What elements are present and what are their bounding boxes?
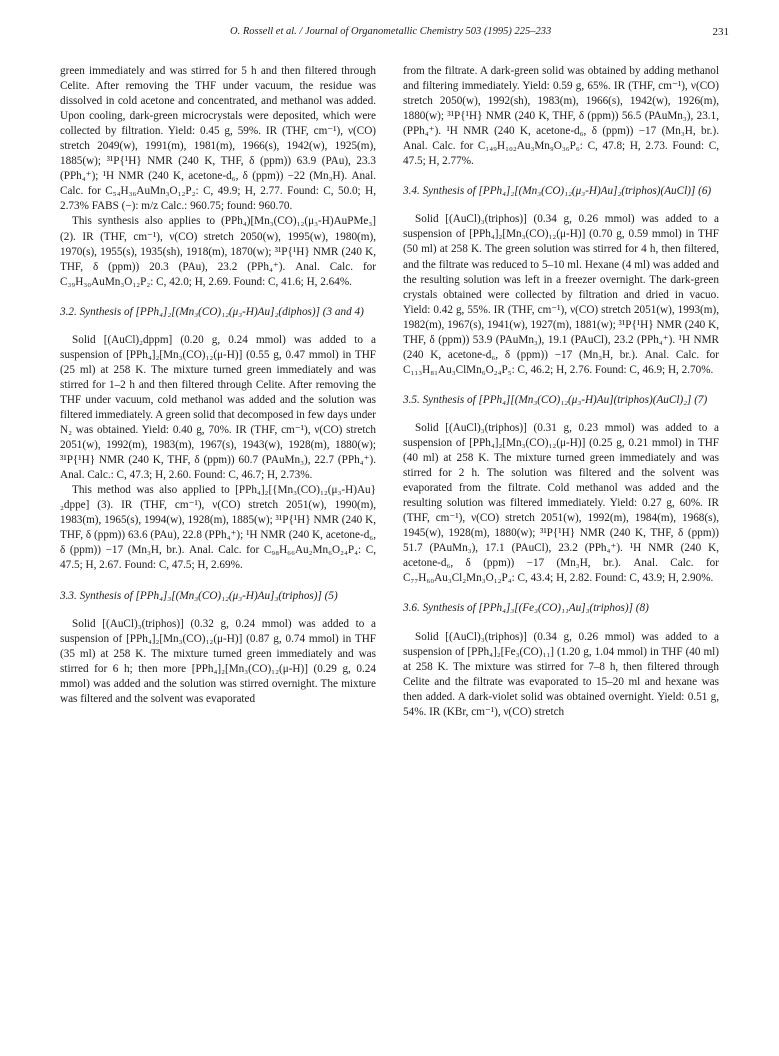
paragraph: This method was also applied to [PPh₄]₂[{Mn₃(CO)₁₂(μ₃-H)Au}₂dppe] (3). IR (THF, cm⁻¹), ν(CO) stretch 2051(w), 1990(m), 1983(m), 1965(s), 1994(w), 1928(m), 1885(w); ³¹P{¹H} NMR (240 K, THF, δ (ppm)) 63.6 (PAu), 22.8 (PPh₄⁺); ¹H NMR (240 K, acetone-d₆, δ (ppm)) −17 (Mn₃H, br.). Anal. Calc. for C₉₈H₆₆Au₂Mn₆O₂₄P₄: C, 47.5; H, 2.67. Found: C, 47.5; H, 2.69%. [60, 484, 376, 572]
section-heading-3-3: 3.3. Synthesis of [PPh₄]₃[(Mn₃(CO)₁₂(μ₃-H)Au]₃(triphos)] (5) [60, 589, 338, 602]
section-heading-3-6: 3.6. Synthesis of [PPh₄]₃[(Fe₃(CO)₁₁Au]₃(triphos)] (8) [403, 602, 649, 615]
left-column [60, 64, 376, 707]
right-column [403, 64, 719, 720]
paragraph: Solid [(AuCl)₂dppm] (0.20 g, 0.24 mmol) was added to a suspension of [PPh₄]₂[Mn₃(CO)₁₂(μ-H)] (0.55 g, 0.47 mmol) in THF (25 ml) at 258 K. The mixture turned green immediately and was stirred for 1–2 h and then filtered through Celite. After removing the THF under vacuum, cold methanol was added and the solution was filtered immediately. A green solid that decomposed in few days under N₂ was obtained. Yield: 0.40 g, 70%. IR (THF, cm⁻¹), ν(CO) stretch 2051(w), 1992(m), 1983(m), 1967(s), 1943(w), 1928(m), 1880(w); ³¹P{¹H} NMR (240 K, THF, δ (ppm)) 60.7 (PAuMn₃), 22.7 (PPh₄⁺). Anal. Calc.: C, 47.3; H, 2.60. Found: C, 46.7; H, 2.73%. [60, 333, 376, 482]
section-heading-3-5: 3.5. Synthesis of [PPh₄][(Mn₃(CO)₁₂(μ₃-H)Au](triphos)(AuCl)₂] (7) [403, 393, 708, 406]
running-title: O. Rossell et al. / Journal of Organometallic Chemistry 503 (1995) 225–233 [230, 26, 552, 37]
section-heading-3-2: 3.2. Synthesis of [PPh₄]₂[(Mn₃(CO)₁₂(μ₃-H)Au]₂(diphos)] (3 and 4) [60, 305, 364, 318]
paragraph: from the filtrate. A dark-green solid was obtained by adding methanol and filtering immediately. Yield: 0.59 g, 65%. IR (THF, cm⁻¹), ν(CO) stretch 2050(w), 1992(sh), 1983(m), 1966(s), 1942(w), 1926(m), 1880(w); ³¹P{¹H} NMR (240 K, THF, δ (ppm)) 56.5 (PAuMn₃), 23.1, (PPh₄⁺). ¹H NMR (240 K, acetone-d₆, δ (ppm)) −17 (Mn₃H, br.). Anal. Calc. for C₁₄₉H₁₀₂Au₃Mn₉O₃₆P₆: C, 47.8; H, 2.73. Found: C, 47.5; H, 2.77%. [403, 65, 719, 168]
page-header [60, 26, 729, 46]
paragraph: This synthesis also applies to (PPh₄)[Mn₃(CO)₁₂(μ₃-H)AuPMe₃] (2). IR (THF, cm⁻¹), ν(CO) stretch 2050(w), 1995(w), 1980(m), 1970(s), 1955(s), 1935(sh), 1918(m), 1870(w); ³¹P{¹H} NMR (240 K, THF, δ (ppm)) 20.3 (PAu), 23.2 (PPh₄⁺). Anal. Calc. for C₃₉H₃₀AuMn₃O₁₂P₂: C, 42.0; H, 2.69. Found: C, 41.6; H, 2.64%. [60, 215, 376, 288]
paragraph: Solid [(AuCl)₃(triphos)] (0.31 g, 0.23 mmol) was added to a suspension of [PPh₄]₂[Mn₃(CO)₁₂(μ-H)] (0.25 g, 0.21 mmol) in THF (40 ml) at 258 K. The mixture turned green immediately and was stirred for 2 h. The solution was filtered and the solvent was evaporated from the filtrate. Cold methanol was added and the resulting solution was filtered immediately. Yield: 0.27 g, 60%. IR (THF, cm⁻¹), ν(CO) stretch 2051(w), 1992(m), 1984(m), 1968(s), 1945(w), 1928(m), 1880(w); ³¹P{¹H} NMR (240 K, THF, δ (ppm)) 51.7 (PAuMn₃), 17.1 (PAuCl), 23.2 (PPh₄⁺). ¹H NMR (240 K, acetone-d₆, δ (ppm)) −17 (Mn₃H, br.). Anal. Calc. for C₇₇H₆₀Au₃Cl₂Mn₃O₁₂P₄: C, 43.4; H, 2.82. Found: C, 43.9; H, 2.90%. [403, 421, 719, 585]
paragraph: Solid [(AuCl)₃(triphos)] (0.32 g, 0.24 mmol) was added to a suspension of [PPh₄]₂[Mn₃(CO)₁₂(μ-H)] (0.87 g, 0.74 mmol) in THF (35 ml) at 258 K. The mixture turned green immediately and was stirred for 6 h; then more [PPh₄]₂[Mn₃(CO)₁₂(μ-H)] (0.29 g, 0.24 mmol) was added and the solution was stirred overnight. The mixture was filtered and the solvent was evaporated [60, 617, 376, 705]
page-number: 231 [712, 26, 729, 38]
paragraph: Solid [(AuCl)₃(triphos)] (0.34 g, 0.26 mmol) was added to a suspension of [PPh₄]₂[Fe₃(CO)₁₁] (1.20 g, 1.04 mmol) in THF (40 ml) at 258 K. The mixture was stirred for 7–8 h, then filtered through Celite and the filtrate was evaporated to 15–20 ml and hexane was then added. A dark-violet solid was obtained overnight. Yield: 0.51 g, 54%. IR (KBr, cm⁻¹), ν(CO) stretch [403, 630, 719, 718]
paragraph: Solid [(AuCl)₃(triphos)] (0.34 g, 0.26 mmol) was added to a suspension of [PPh₄]₂[Mn₃(CO)₁₂(μ-H)] (0.70 g, 0.59 mmol) in THF (50 ml) at 258 K. The green solution was stirred for 4 h, then filtered, and the filtrate was reduced to 5–10 ml. Hexane (4 ml) was added and the resulting solution was left in a freezer overnight. The dark-green crystals obtained were collected by filtration and dried in vacuo. Yield: 0.42 g, 55%. IR (THF, cm⁻¹), ν(CO) stretch 2051(w), 1993(m), 1982(m), 1967(s), 1941(w), 1927(m), 1881(w); ³¹P{¹H} NMR (240 K, THF, δ (ppm)) 53.9 (PAuMn₃), 19.1 (PAuCl), 23.2 (PPh₄⁺). ¹H NMR (240 K, acetone-d₆, δ (ppm)) −17 (Mn₃H, br.). Anal. Calc. for C₁₁₃H₈₁Au₃ClMn₆O₂₄P₅: C, 46.2; H, 2.76. Found: C, 46.9; H, 2.70%. [403, 213, 719, 376]
paragraph: green immediately and was stirred for 5 h and then filtered through Celite. After removing the THF under vacuum, the residue was dissolved in cold acetone and concentrated, and methanol was added. Upon cooling, dark-green microcrystals were deposited, which were collected by filtration. Yield: 0.45 g, 59%. IR (THF, cm⁻¹), ν(CO) stretch 2049(w), 1991(m), 1981(m), 1966(s), 1942(w), 1925(m), 1885(w); ³¹P{¹H} NMR (240 K, THF, δ (ppm)) 63.9 (PAu), 23.3 (PPh₄⁺); ¹H NMR (240 K, acetone-d₆, δ (ppm)) −22 (Mn₃H). Anal. Calc. for C₅₄H₃₆AuMn₃O₁₂P₂: C, 49.9; H, 2.77. Found: C, 50.0; H, 2.73% FABS (−): m/z Calc.: 960.75; found: 960.70. [60, 65, 376, 213]
section-heading-3-4: 3.4. Synthesis of [PPh₄]₂[(Mn₃(CO)₁₂(μ₃-H)Au]₂(triphos)(AuCl)] (6) [403, 185, 712, 198]
